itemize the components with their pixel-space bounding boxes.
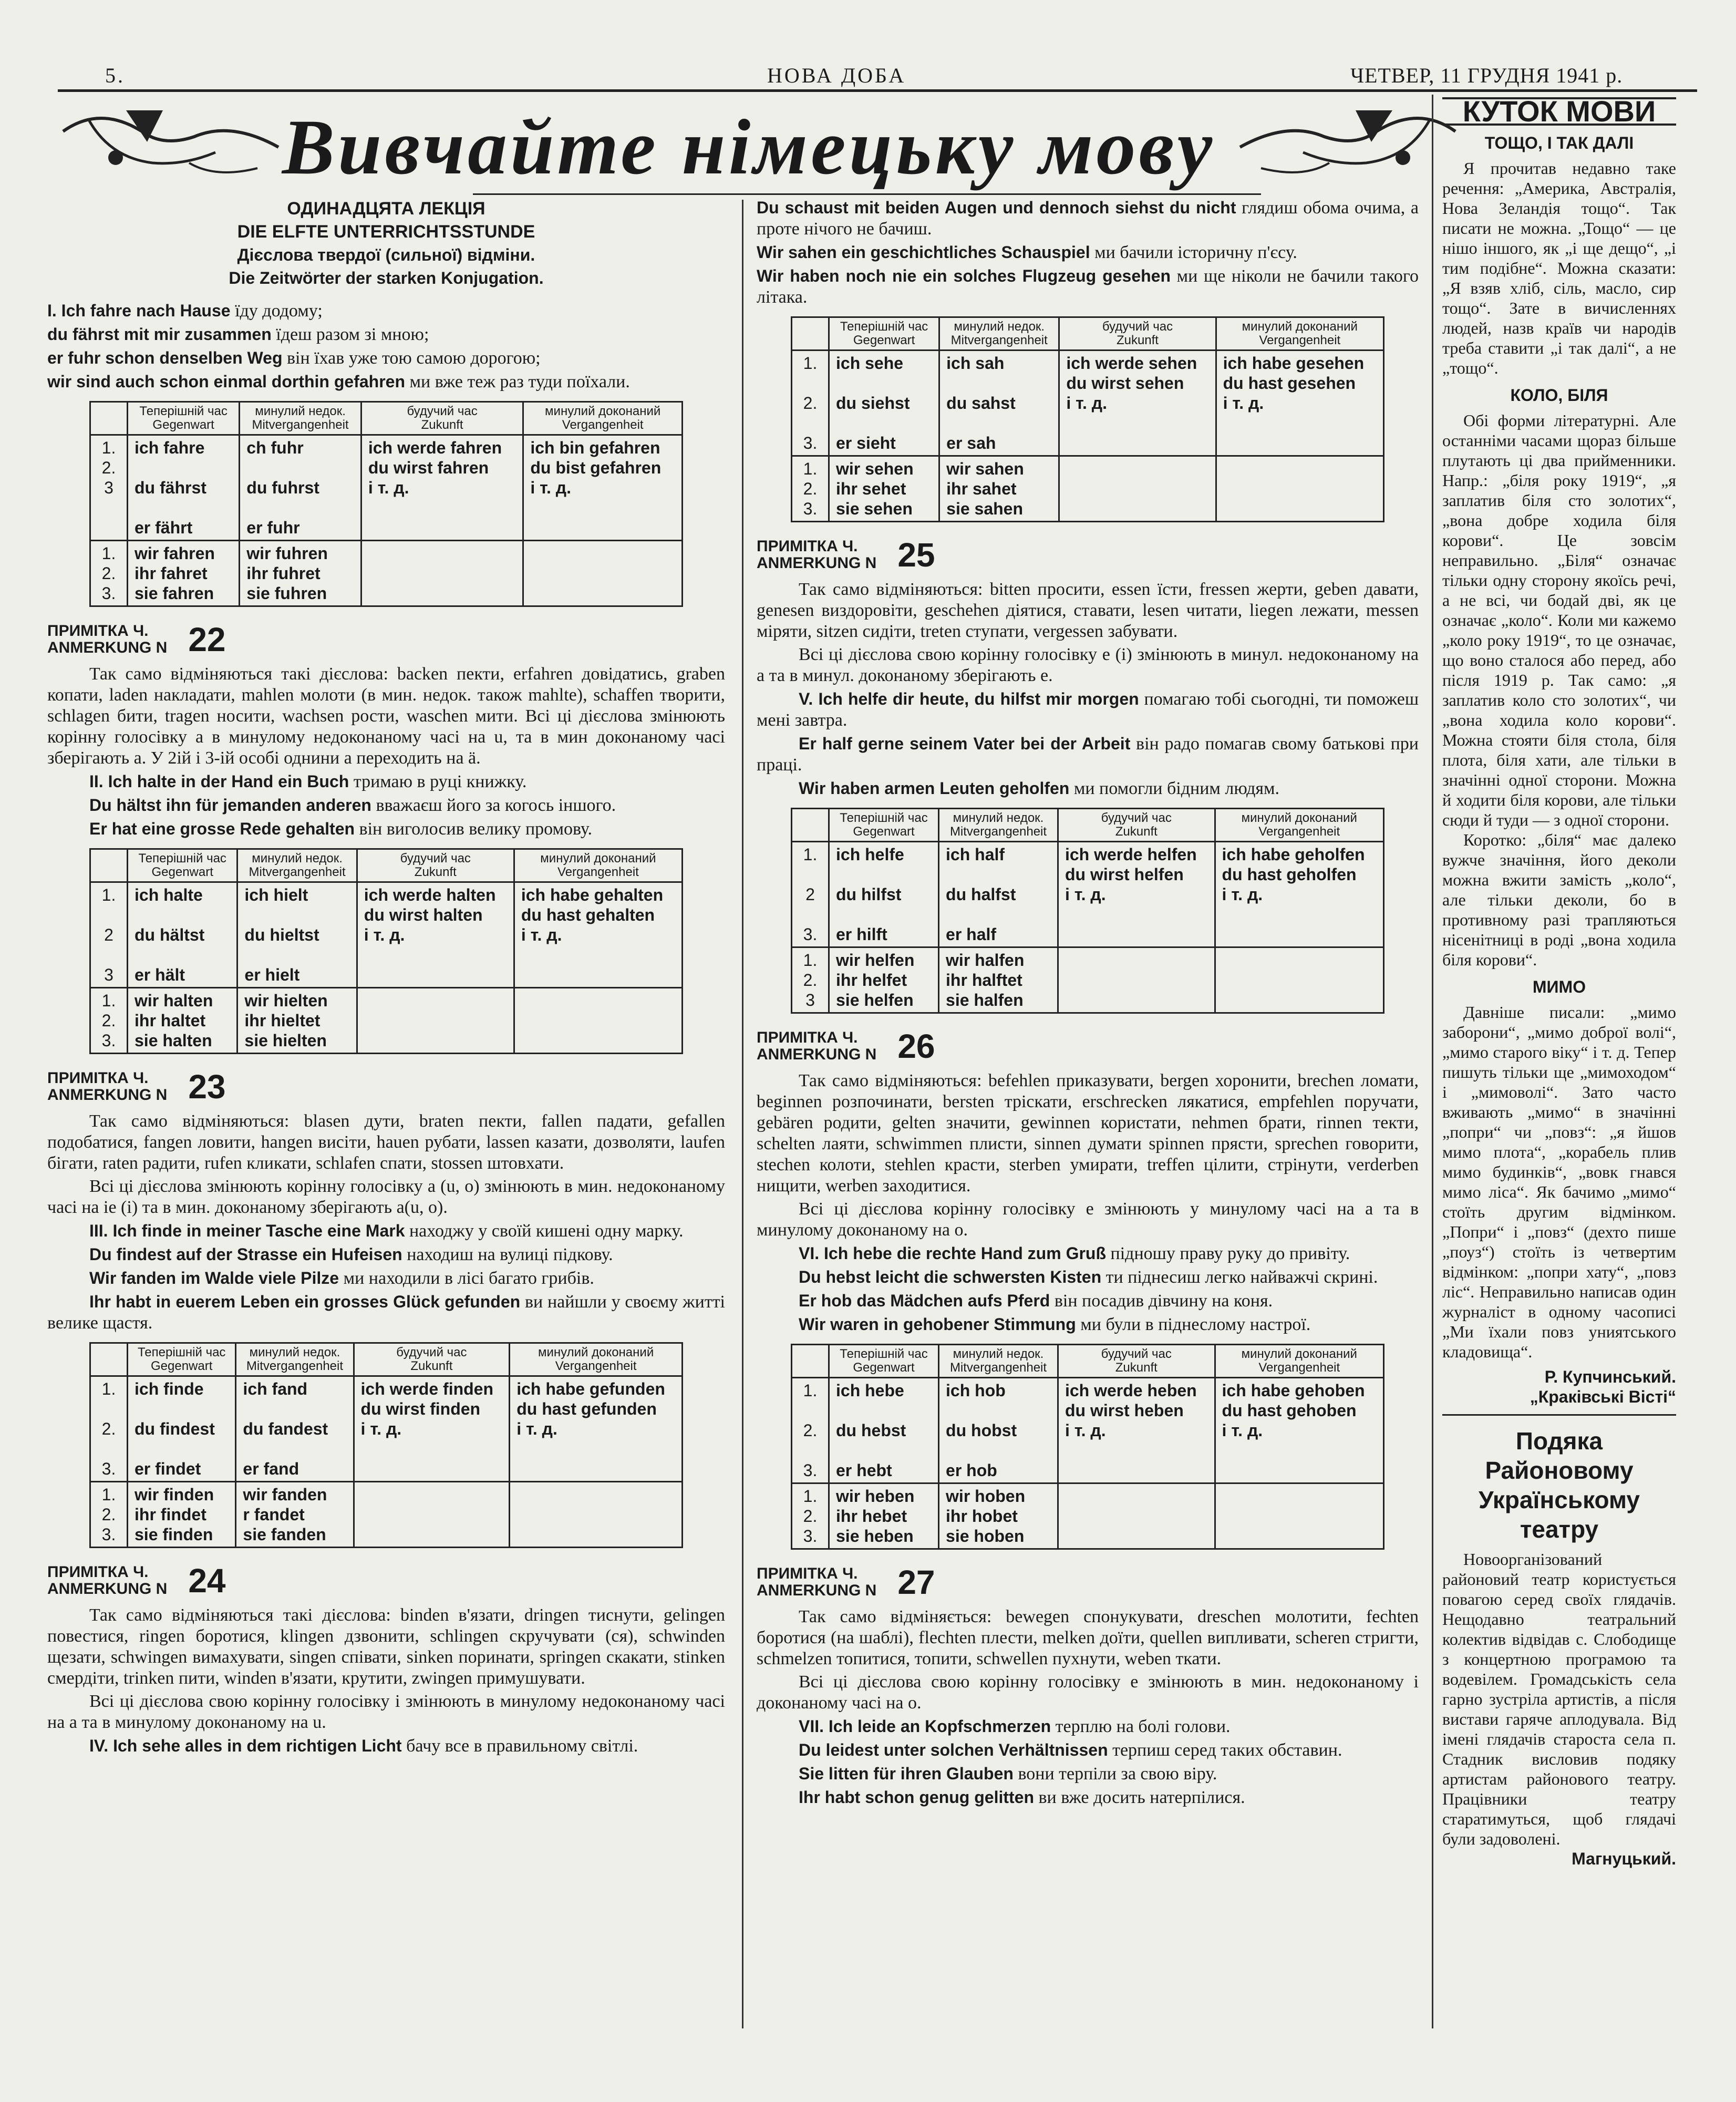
section-heading: МИМО <box>1532 977 1586 996</box>
paragraph: Я прочитав недавно таке речення: „Америка, Австралія, Нова Зеландія тощо“. Так писати не можна. „Тощо“ — це нішо іншого, як „і ще дещо“, „і тим подібне“. Можна сказати: „Я взяв хліб, сіль, масло, сир тощо“. Зате в вичисленнях людей, назв країв чи народів треба ставити „і так далі“, а не „тощо“. <box>1442 159 1676 377</box>
example-line: Du schaust mit beiden Augen und dennoch siehst du nicht глядиш обома очима, а проте нічого не бачиш. <box>757 198 1419 239</box>
example-line: I. Ich fahre nach Hause їду додому; <box>47 301 323 321</box>
example-line: Du hältst ihn für jemanden anderen вважаєш його за когось іншого. <box>89 796 616 815</box>
header-rule <box>58 89 1697 92</box>
column-3 <box>1442 97 1676 1869</box>
example-line: Ihr habt schon genug gelitten ви вже досить натерпілися. <box>799 1788 1245 1807</box>
conjugation-table-finden: Теперішній час Gegenwart минулий недок. Mitvergangenheit будучий час Zukunft минулий доконаний Vergangenheit 1. 2. 3. ich finde du findest er findet ich fand du fandest er fand ich werde finden du wirst finden і т. д. ich habe gefunden du hast gefunden і т. д. 1. 2. 3. wir finden ihr findet sie finden wir fanden r fandet sie fanden <box>89 1342 683 1548</box>
example-line: Wir fanden im Walde viele Pilze ми находили в лісі багато грибів. <box>89 1269 594 1288</box>
note-23: ПРИМІТКА Ч. ANMERKUNG N 23 <box>47 1068 226 1106</box>
section-heading: КОЛО, БІЛЯ <box>1510 386 1608 405</box>
example-line: Wir sahen ein geschichtliches Schauspiel ми бачили історичну п'єсу. <box>757 243 1297 262</box>
example-line: du fährst mit mir zusammen їдеш разом зі мною; <box>47 325 429 344</box>
column-1 <box>47 197 725 1759</box>
column-divider-2 <box>1432 95 1433 2028</box>
section-heading: ТОЩО, І ТАК ДАЛІ <box>1484 133 1634 152</box>
example-line: Er hob das Mädchen aufs Pferd він посадив дівчину на коня. <box>799 1291 1273 1311</box>
note-26: ПРИМІТКА Ч. ANMERKUNG N 26 <box>757 1027 935 1065</box>
paragraph: Так само відміняються такі дієслова: backen пекти, erfahren довідатись, graben копати, laden накладати, mahlen молоти (в мин. недок. також mahlte), schaffen творити, schlagen бити, tragen носити, wachsen рости, waschen мити. Всі ці дієслова змінюють корінну голосівку a в минулому недоконаному часі на u, та в мин доконаному часі зберігають a. У 2ій і 3-ій особі однини a переходить на ä. <box>47 664 725 768</box>
conjugation-table-halten: Теперішній час Gegenwart минулий недок. Mitvergangenheit будучий час Zukunft минулий доконаний Vergangenheit 1. 2 3 ich halte du hältst er hält ich hielt du hieltst er hielt ich werde halten du wirst halten і т. д. ich habe gehalten du hast gehalten і т. д. 1. 2. 3. wir halten ihr haltet sie halten wir hielten ihr hieltet sie hielten <box>89 848 683 1054</box>
column-divider-1 <box>742 200 743 2028</box>
paragraph: Новоорганізований районовий театр користується повагою серед своїх глядачів. Нещодавно театральний колектив відвідав с. Слободище з концертною програмою та водевілем. Громадськість села гарно зустріла артистів, а після вистави гаряче аплодувала. Від імені глядачів староста села п. Стадник висловив подяку артистам районового театру. Працівники театру старатимуться, щоб глядачі були задоволені. <box>1442 1550 1676 1848</box>
example-line: Wir haben armen Leuten geholfen ми помогли бідним людям. <box>799 779 1280 798</box>
author-signature: Магнуцький. <box>1572 1849 1676 1868</box>
example-line: IV. Ich sehe alles in dem richtigen Licht бачу все в правильному світлі. <box>89 1736 638 1756</box>
right-ornament-icon <box>1235 100 1461 184</box>
example-line: er fuhr schon denselben Weg він їхав уже тою самою дорогою; <box>47 348 541 368</box>
lecture-subtitle-de: Die Zeitwörter der starken Konjugation. <box>229 269 544 287</box>
lecture-title-de: DIE ELFTE UNTERRICHTSSTUNDE <box>237 222 535 242</box>
masthead-underline <box>473 193 1261 195</box>
example-line: Er hat eine grosse Rede gehalten він виголосив велику промову. <box>89 819 592 839</box>
source-signature: „Краківські Вісті“ <box>1530 1387 1676 1406</box>
example-line: Du findest auf der Strasse ein Hufeisen находиш на вулиці підкову. <box>89 1245 613 1264</box>
example-line: II. Ich halte in der Hand ein Buch тримаю в руці книжку. <box>89 772 527 791</box>
conjugation-table-sehen: Теперішній час Gegenwart минулий недок. Mitvergangenheit будучий час Zukunft минулий доконаний Vergangenheit 1. 2. 3. ich sehe du siehst er sieht ich sah du sahst er sah ich werde sehen du wirst sehen і т. д. ich habe gesehen du hast gesehen і т. д. 1. 2. 3. wir sehen ihr sehet sie sehen wir sahen ihr sahet sie sahen <box>791 316 1384 522</box>
header-future: будучий час Zukunft <box>361 402 523 435</box>
note-22: ПРИМІТКА Ч. ANMERKUNG N 22 <box>47 621 226 658</box>
newspaper-name: НОВА ДОБА <box>767 64 906 87</box>
paragraph: Всі ці дієслова свою корінну голосівку e змінюють в мин. недоконаному і доконаному часі на o. <box>757 1672 1419 1713</box>
conjugation-table-helfen: Теперішній час Gegenwart минулий недок. Mitvergangenheit будучий час Zukunft минулий доконаний Vergangenheit 1. 2 3. ich helfe du hilfst er hilft ich half du halfst er half ich werde helfen du wirst helfen і т. д. ich habe geholfen du hast geholfen і т. д. 1. 2. 3 wir helfen ihr helfet sie helfen wir halfen ihr halftet sie halfen <box>791 808 1384 1014</box>
example-line: VII. Ich leide an Kopfschmerzen терплю на болі голови. <box>799 1717 1231 1736</box>
paragraph: Так само відміняються такі дієслова: binden в'язати, dringen тиснути, gelingen повестися, ringen боротися, klingen дзвонити, schlingen скручувати (ся), schwinden щезати, schwingen вимахувати, singen співати, sinken поринати, springen скакати, stinken смердіти, trinken пити, winden в'язати, крутити, zwingen примушувати. <box>47 1605 725 1688</box>
paragraph: Так само відміняються: befehlen приказувати, bergen хоронити, brechen ломати, beginnen розпочинати, bersten тріскати, erschrecken лякатися, empfehlen поручати, gebären родити, gelten значити, gewinnen користати, nehmen брати, rinnen текти, schelten лаяти, schwimmen плисти, sinnen думати spinnen прясти, sprechen говорити, stechen колоти, stehlen красти, sterben умирати, treffen цілити, стрінути, verderben нищити, werben заходитися. <box>757 1071 1419 1196</box>
example-line: VI. Ich hebe die rechte Hand zum Gruß підношу праву руку до привіту. <box>799 1244 1350 1263</box>
paragraph: Так само відміняються: blasen дути, braten пекти, fallen падати, gefallen подобатися, fangen ловити, hangen висіти, hauen рубати, lassen казати, дозволяти, laufen бігати, raten радити, rufen кликати, schlafen спати, stossen штовхати. <box>47 1111 725 1173</box>
conjugation-table-heben: Теперішній час Gegenwart минулий недок. Mitvergangenheit будучий час Zukunft минулий доконаний Vergangenheit 1. 2. 3. ich hebe du hebst er hebt ich hob du hobst er hob ich werde heben du wirst heben і т. д. ich habe gehoben du hast gehoben і т. д. 1. 2. 3. wir heben ihr hebet sie heben wir hoben ihr hobet sie hoben <box>791 1344 1384 1550</box>
paragraph: Так само відміняються: bitten просити, essen їсти, fressen жерти, geben давати, genesen виздоровіти, geschehen діятися, ставати, lesen читати, liegen лежати, messen міряти, sitzen сидіти, treten ступати, vergessen забувати. <box>757 580 1419 641</box>
note-27: ПРИМІТКА Ч. ANMERKUNG N 27 <box>757 1563 935 1601</box>
header-present: Теперішній час Gegenwart <box>128 402 240 435</box>
lecture-title-ua: ОДИНАДЦЯТА ЛЕКЦІЯ <box>287 199 485 219</box>
example-line: Wir haben noch nie ein solches Flugzeug gesehen ми ще ніколи не бачили такого літака. <box>757 266 1419 307</box>
paragraph: Всі ці дієслова свою корінну голосівку e (i) змінюють в минул. недоконаному на a та в минул. доконаному зберігають e. <box>757 645 1419 685</box>
example-line: Sie litten für ihren Glauben вони терпіли за свою віру. <box>799 1764 1217 1784</box>
paragraph: Всі ці дієслова свою корінну голосівку i змінюють в минулому недоконаному часі на a та в минулому доконаному на u. <box>47 1692 725 1732</box>
example-line: Du leidest unter solchen Verhältnissen терпиш серед таких обставин. <box>799 1740 1342 1760</box>
masthead-title: Вивчайте німецьку мову <box>282 104 1216 191</box>
section-divider <box>1442 1414 1676 1416</box>
kutok-movy-heading: КУТОК МОВИ <box>1442 97 1676 126</box>
example-line: wir sind auch schon einmal dorthin gefahren ми вже теж раз туди поїхали. <box>47 372 630 391</box>
conjugation-table-fahren: Теперішній час Gegenwart минулий недок. Mitvergangenheit будучий час Zukunft минулий доконаний Vergangenheit 1. 2. 3 ich fahre du fährst er fährt ch fuhr du fuhrst er fuhr ich werde fahren du wirst fahren і т. д. ich bin gefahren du bist gefahren і т. д. 1. 2. 3. wir fahren ihr fahret sie fahren wir fuhren ihr fuhret sie fuhren <box>89 401 683 607</box>
paragraph: Давніше писали: „мимо заборони“, „мимо доброї волі“, „мимо старого віку“ і т. д. Тепер пишуть тільки ще „мимоходом“ і „мимоволі“. Зато часто вживають „мимо“ в значінні „попри“ чи „повз“: „я йшов мимо плота“, „корабель плив мимо будинків“, „вовк гнався мимо ліса“. Як бачимо „мимо“ стоїть другим відмінком. „Попри“ і „повз“ (дехто пише „поуз“) стоїть із четвертим відмінком: „попри хату“, „повз ліс“. Неправильно написав один журналіст в одному часописі „Ми їхали повз униятського кладовища“. <box>1442 1003 1676 1361</box>
column-2 <box>757 197 1419 1810</box>
paragraph: Всі ці дієслова корінну голосівку e змінюють у минулому часі на a та в минулому доконаному на o. <box>757 1199 1419 1240</box>
issue-date: ЧЕТВЕР, 11 ГРУДНЯ 1941 р. <box>1350 64 1623 87</box>
paragraph: Так само відміняється: bewegen спонукувати, dreschen молотити, fechten боротися (на шаблі), flechten плести, melken доїти, quellen випливати, scheren стригти, schmelzen топитися, топити, schwellen пухнути, weben ткати. <box>757 1607 1419 1668</box>
note-24: ПРИМІТКА Ч. ANMERKUNG N 24 <box>47 1562 226 1600</box>
paragraph: Всі ці дієслова змінюють корінну голосівку a (u, o) змінюють в мин. недоконаному часі на ie (i) та в мин. доконаному зберігають a(u, o). <box>47 1177 725 1217</box>
note-25: ПРИМІТКА Ч. ANMERKUNG N 25 <box>757 536 935 574</box>
example-line: V. Ich helfe dir heute, du hilfst mir morgen помагаю тобі сьогодні, ти поможеш мені завтра. <box>757 689 1419 730</box>
example-line: Ihr habt in euerem Leben ein grosses Glück gefunden ви найшли у своєму житті велике щастя. <box>47 1292 725 1333</box>
example-line: Er half gerne seinem Vater bei der Arbeit він радо помагав свому батькові при праці. <box>757 734 1419 775</box>
author-signature: Р. Купчинський. <box>1544 1367 1676 1386</box>
lecture-subtitle-ua: Дієслова твердої (сильної) відміни. <box>237 245 535 264</box>
paragraph: Обі форми літературні. Але останніми часами щораз більше плутають ці два прийменники. Напр.: „біля року 1919“, „я заплатив біля сто золотих“, „вона добре ходила біля корови“. Це зовсім неправильно. „Біля“ означає тільки одну сторону якоїсь речі, а не всі, чи бодай дві, як це означає „коло“. Коли ми кажемо „коло року 1919“, то це означає, що воно сталося або перед, або після 1919 р. Так само: „я заплатив коло сто золотих“, чи „вона ходила коло корови“. Можна стояти біля стола, біля плота, біля хати, але тільки в значінні одної сторони. Можна й ходити біля корови, але тільки сюди й туди — з одної сторони. <box>1442 411 1676 829</box>
header-imperfect: минулий недок. Mitvergangenheit <box>240 402 361 435</box>
example-line: Du hebst leicht die schwersten Kisten ти піднесиш легко найважчі скрині. <box>799 1268 1378 1287</box>
paragraph: Коротко: „біля“ має далеко вужче значіння, його деколи можна вжити замість „коло“, але тільки деколи, бо в противному разі трапляються нісенітниці в роді „вона ходила біля корови“. <box>1442 830 1676 969</box>
podyaka-heading: Подяка Районовому Українському театру <box>1478 1427 1640 1543</box>
page-number: 5. <box>105 64 125 87</box>
header-perfect: минулий доконаний Vergangenheit <box>523 402 683 435</box>
left-ornament-icon <box>58 100 284 184</box>
example-line: Wir waren in gehobener Stimmung ми були в піднеслому настрої. <box>799 1315 1311 1334</box>
example-line: III. Ich finde in meiner Tasche eine Mark находжу у своїй кишені одну марку. <box>89 1221 684 1241</box>
